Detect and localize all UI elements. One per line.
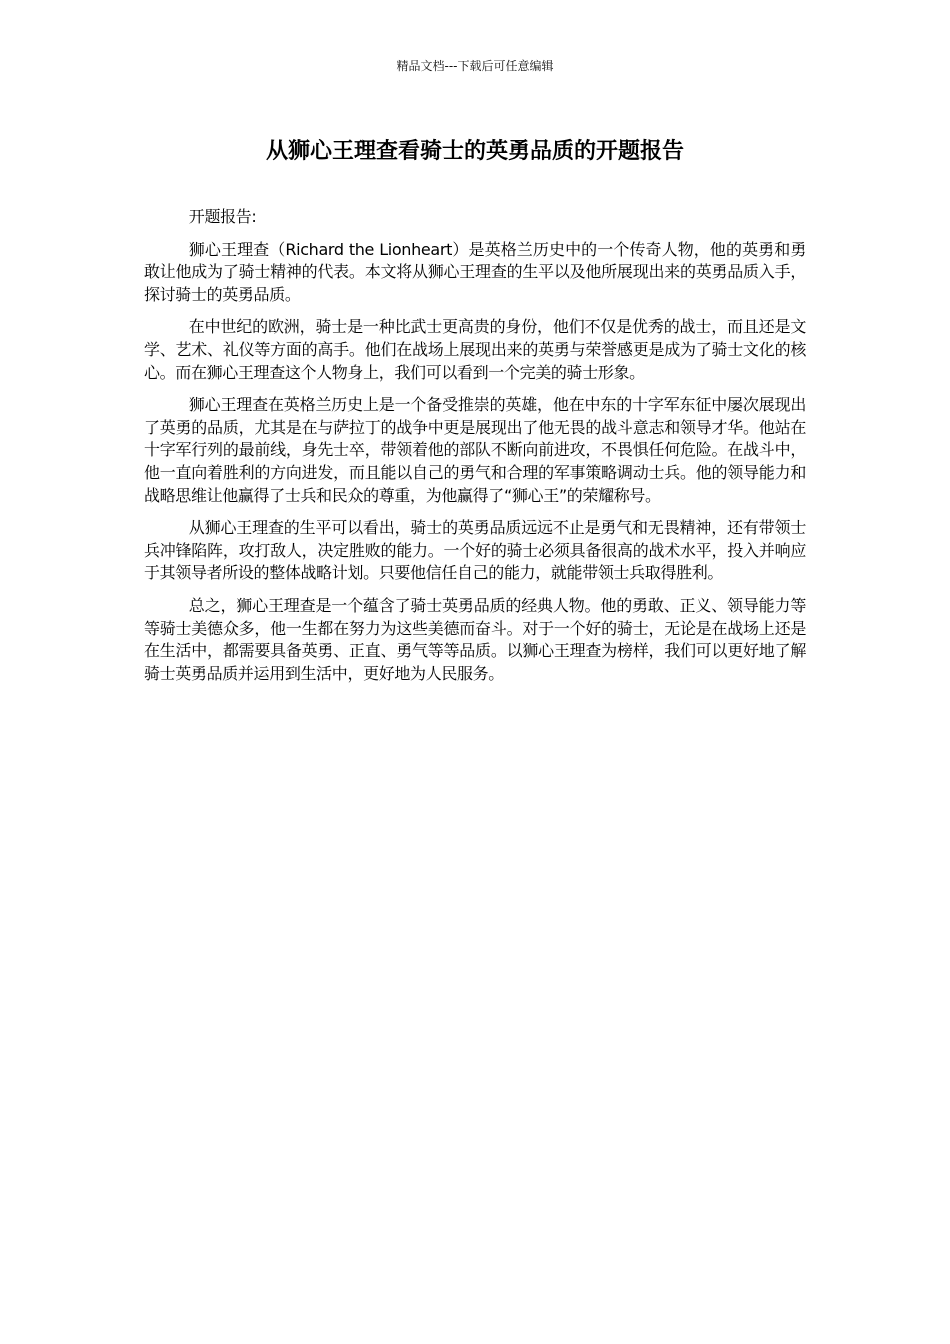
- paragraph-introduction: 狮心王理查（Richard the Lionheart）是英格兰历史中的一个传奇人物，他的英勇和勇敢让他成为了骑士精神的代表。本文将从狮心王理查的生平以及他所展现出来的英勇品质入手，探讨骑士的英勇品质。: [144, 239, 806, 304]
- paragraph-knight-qualities: 从狮心王理查的生平可以看出，骑士的英勇品质远远不止是勇气和无畏精神，还有带领士兵冲锋陷阵，攻打敌人，决定胜败的能力。一个好的骑士必须具备很高的战术水平，投入并响应于其领导者所设的整体战略计划。只要他信任自己的能力，就能带领士兵取得胜利。: [144, 518, 806, 583]
- document-title: 从狮心王理查看骑士的英勇品质的开题报告: [265, 139, 684, 164]
- page-header: 精品文档---下载后可任意编辑: [396, 59, 554, 73]
- paragraph-medieval-knights: 在中世纪的欧洲，骑士是一种比武士更高贵的身份，他们不仅是优秀的战士，而且还是文学、艺术、礼仪等方面的高手。他们在战场上展现出来的英勇与荣誉感更是成为了骑士文化的核心。而在狮心王理查这个人物身上，我们可以看到一个完美的骑士形象。: [144, 317, 806, 382]
- paragraph-crusade-hero: 狮心王理查在英格兰历史上是一个备受推崇的英雄，他在中东的十字军东征中屡次展现出了英勇的品质，尤其是在与萨拉丁的战争中更是展现出了他无畏的战斗意志和领导才华。他站在十字军行列的最前线，身先士卒，带领着他的部队不断向前进攻，不畏惧任何危险。在战斗中，他一直向着胜利的方向进发，而且能以自己的勇气和合理的军事策略调动士兵。他的领导能力和战略思维让他赢得了士兵和民众的尊重，为他赢得了“狮心王”的荣耀称号。: [144, 395, 806, 505]
- document-body: [144, 206, 806, 695]
- paragraph-heading-label: 开题报告:: [188, 207, 257, 226]
- paragraph-conclusion: 总之，狮心王理查是一个蕴含了骑士英勇品质的经典人物。他的勇敢、正义、领导能力等等骑士美德众多，他一生都在努力为这些美德而奋斗。对于一个好的骑士，无论是在战场上还是在生活中，都需要具备英勇、正直、勇气等等品质。以狮心王理查为榜样，我们可以更好地了解骑士英勇品质并运用到生活中，更好地为人民服务。: [144, 595, 806, 683]
